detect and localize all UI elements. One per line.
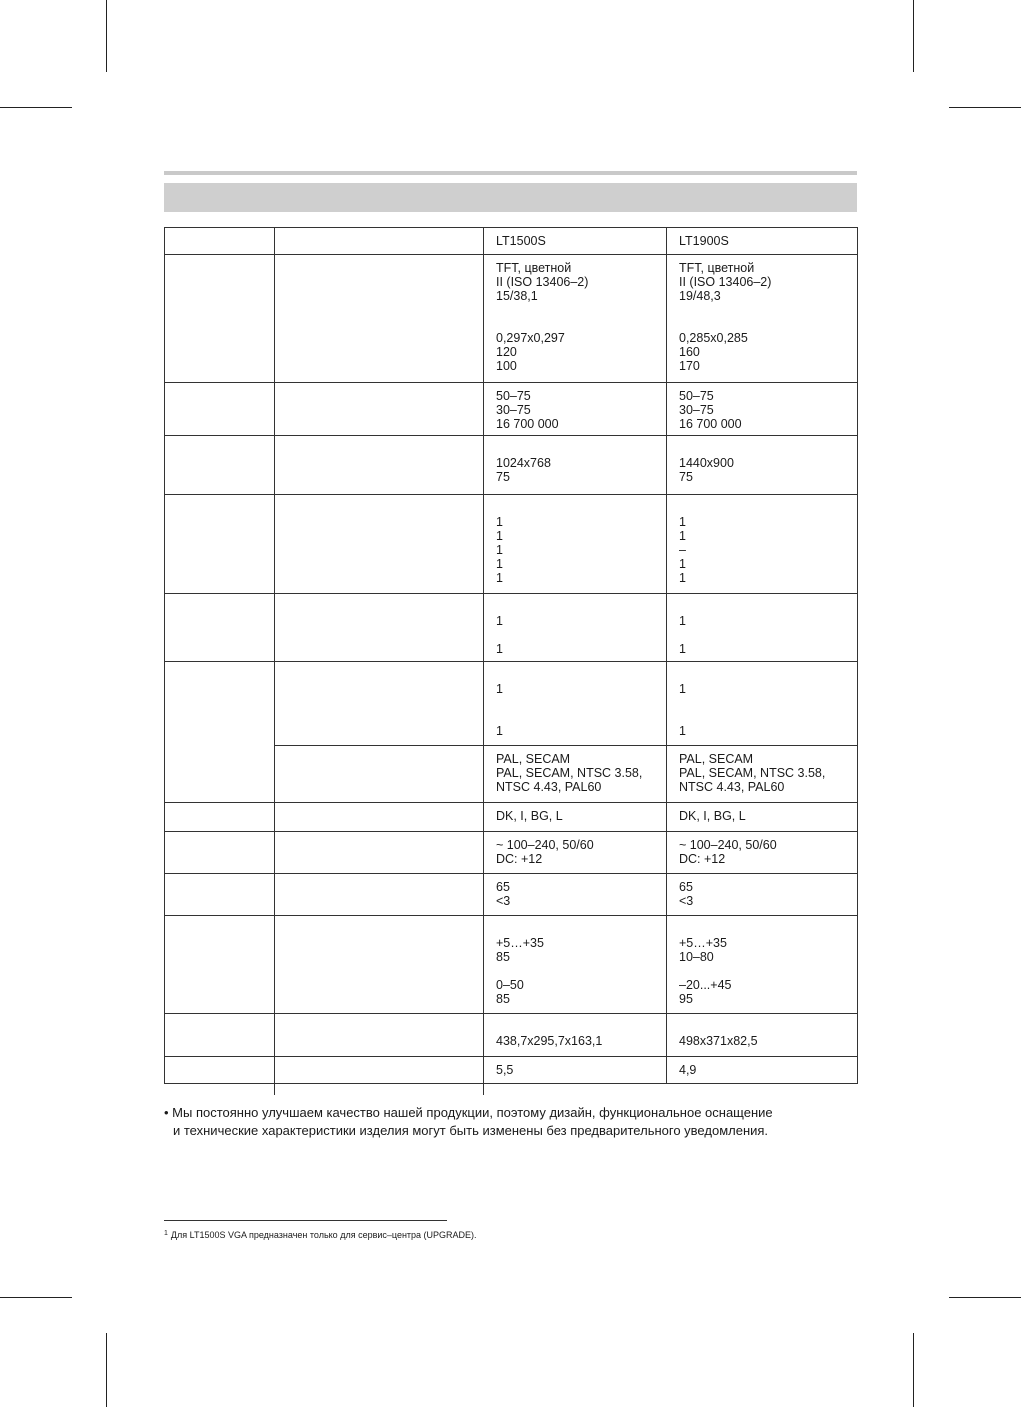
table-row xyxy=(165,874,858,916)
footnote xyxy=(164,1228,477,1241)
label-cell xyxy=(275,662,484,746)
label-cell xyxy=(275,746,484,803)
disclaimer-note xyxy=(164,1104,864,1140)
table-column-tail xyxy=(274,1083,275,1095)
group-cell xyxy=(165,662,275,803)
label-cell xyxy=(275,495,484,594)
value-cell-lt1900s: 4,9 xyxy=(667,1057,858,1084)
table-row xyxy=(165,594,858,662)
value-cell-lt1500s: 1 1 xyxy=(484,662,667,746)
table-row xyxy=(165,916,858,1014)
value-cell-lt1900s: 1 1 – 1 1 xyxy=(667,495,858,594)
value-cell-lt1500s: 50–75 30–75 16 700 000 xyxy=(484,383,667,436)
crop-mark xyxy=(949,1297,1021,1298)
header-band xyxy=(164,183,857,212)
group-cell xyxy=(165,383,275,436)
value-cell-lt1900s: ~ 100–240, 50/60 DC: +12 xyxy=(667,832,858,874)
group-cell xyxy=(165,1014,275,1057)
group-cell xyxy=(165,916,275,1014)
value-cell-lt1900s: 65 <3 xyxy=(667,874,858,916)
crop-mark xyxy=(913,1333,914,1407)
table-row xyxy=(165,495,858,594)
table-row xyxy=(165,803,858,832)
value-cell-lt1500s: 5,5 xyxy=(484,1057,667,1084)
label-cell xyxy=(275,874,484,916)
note-line-1: • Мы постоянно улучшаем качество нашей продукции, поэтому дизайн, функциональное оснащение xyxy=(164,1105,773,1120)
header-cell-lt1500s: LT1500S xyxy=(484,228,667,255)
label-cell xyxy=(275,1057,484,1084)
value-cell-lt1500s: +5…+35 85 0–50 85 xyxy=(484,916,667,1014)
crop-mark xyxy=(913,0,914,72)
value-cell-lt1900s: DK, I, BG, L xyxy=(667,803,858,832)
table-row xyxy=(165,1014,858,1057)
crop-mark xyxy=(949,107,1021,108)
value-cell-lt1900s: 1 1 xyxy=(667,594,858,662)
table-column-tail xyxy=(483,1083,484,1095)
value-cell-lt1500s: 1024x768 75 xyxy=(484,436,667,495)
group-cell xyxy=(165,874,275,916)
header-cell xyxy=(165,228,275,255)
table-row xyxy=(165,255,858,383)
value-cell-lt1900s: TFT, цветной II (ISO 13406–2) 19/48,3 0,285x0,285 160 170 xyxy=(667,255,858,383)
top-rule xyxy=(164,171,857,175)
group-cell xyxy=(165,495,275,594)
table-header-row xyxy=(165,228,858,255)
table-row xyxy=(165,383,858,436)
value-cell-lt1900s: 1 1 xyxy=(667,662,858,746)
value-cell-lt1500s: 438,7x295,7x163,1 xyxy=(484,1014,667,1057)
crop-mark xyxy=(106,0,107,72)
table-row xyxy=(165,662,858,746)
note-line-2: и технические характеристики изделия могут быть изменены без предварительного уведомления. xyxy=(173,1123,769,1138)
table-row xyxy=(165,436,858,495)
label-cell xyxy=(275,383,484,436)
label-cell xyxy=(275,916,484,1014)
group-cell xyxy=(165,255,275,383)
value-cell-lt1500s: PAL, SECAM PAL, SECAM, NTSC 3.58, NTSC 4.43, PAL60 xyxy=(484,746,667,803)
value-cell-lt1500s: 1 1 1 1 1 xyxy=(484,495,667,594)
table-row xyxy=(165,1057,858,1084)
label-cell xyxy=(275,594,484,662)
value-cell-lt1500s: DK, I, BG, L xyxy=(484,803,667,832)
header-cell xyxy=(275,228,484,255)
group-cell xyxy=(165,832,275,874)
table-row xyxy=(165,832,858,874)
value-cell-lt1900s: +5…+35 10–80 –20...+45 95 xyxy=(667,916,858,1014)
spec-table xyxy=(164,227,858,1084)
crop-mark xyxy=(0,107,72,108)
group-cell xyxy=(165,1057,275,1084)
value-cell-lt1500s: TFT, цветной II (ISO 13406–2) 15/38,1 0,297x0,297 120 100 xyxy=(484,255,667,383)
footnote-rule xyxy=(164,1220,447,1221)
label-cell xyxy=(275,832,484,874)
group-cell xyxy=(165,594,275,662)
value-cell-lt1900s: 498x371x82,5 xyxy=(667,1014,858,1057)
label-cell xyxy=(275,1014,484,1057)
crop-mark xyxy=(106,1333,107,1407)
crop-mark xyxy=(0,1297,72,1298)
value-cell-lt1900s: PAL, SECAM PAL, SECAM, NTSC 3.58, NTSC 4.43, PAL60 xyxy=(667,746,858,803)
group-cell xyxy=(165,803,275,832)
footnote-mark: 1 xyxy=(164,1230,168,1237)
label-cell xyxy=(275,436,484,495)
value-cell-lt1900s: 50–75 30–75 16 700 000 xyxy=(667,383,858,436)
value-cell-lt1900s: 1440x900 75 xyxy=(667,436,858,495)
label-cell xyxy=(275,803,484,832)
header-cell-lt1900s: LT1900S xyxy=(667,228,858,255)
footnote-text: Для LT1500S VGA предназначен только для сервис–центра (UPGRADE). xyxy=(170,1230,477,1240)
label-cell xyxy=(275,255,484,383)
group-cell xyxy=(165,436,275,495)
value-cell-lt1500s: 65 <3 xyxy=(484,874,667,916)
value-cell-lt1500s: ~ 100–240, 50/60 DC: +12 xyxy=(484,832,667,874)
value-cell-lt1500s: 1 1 xyxy=(484,594,667,662)
